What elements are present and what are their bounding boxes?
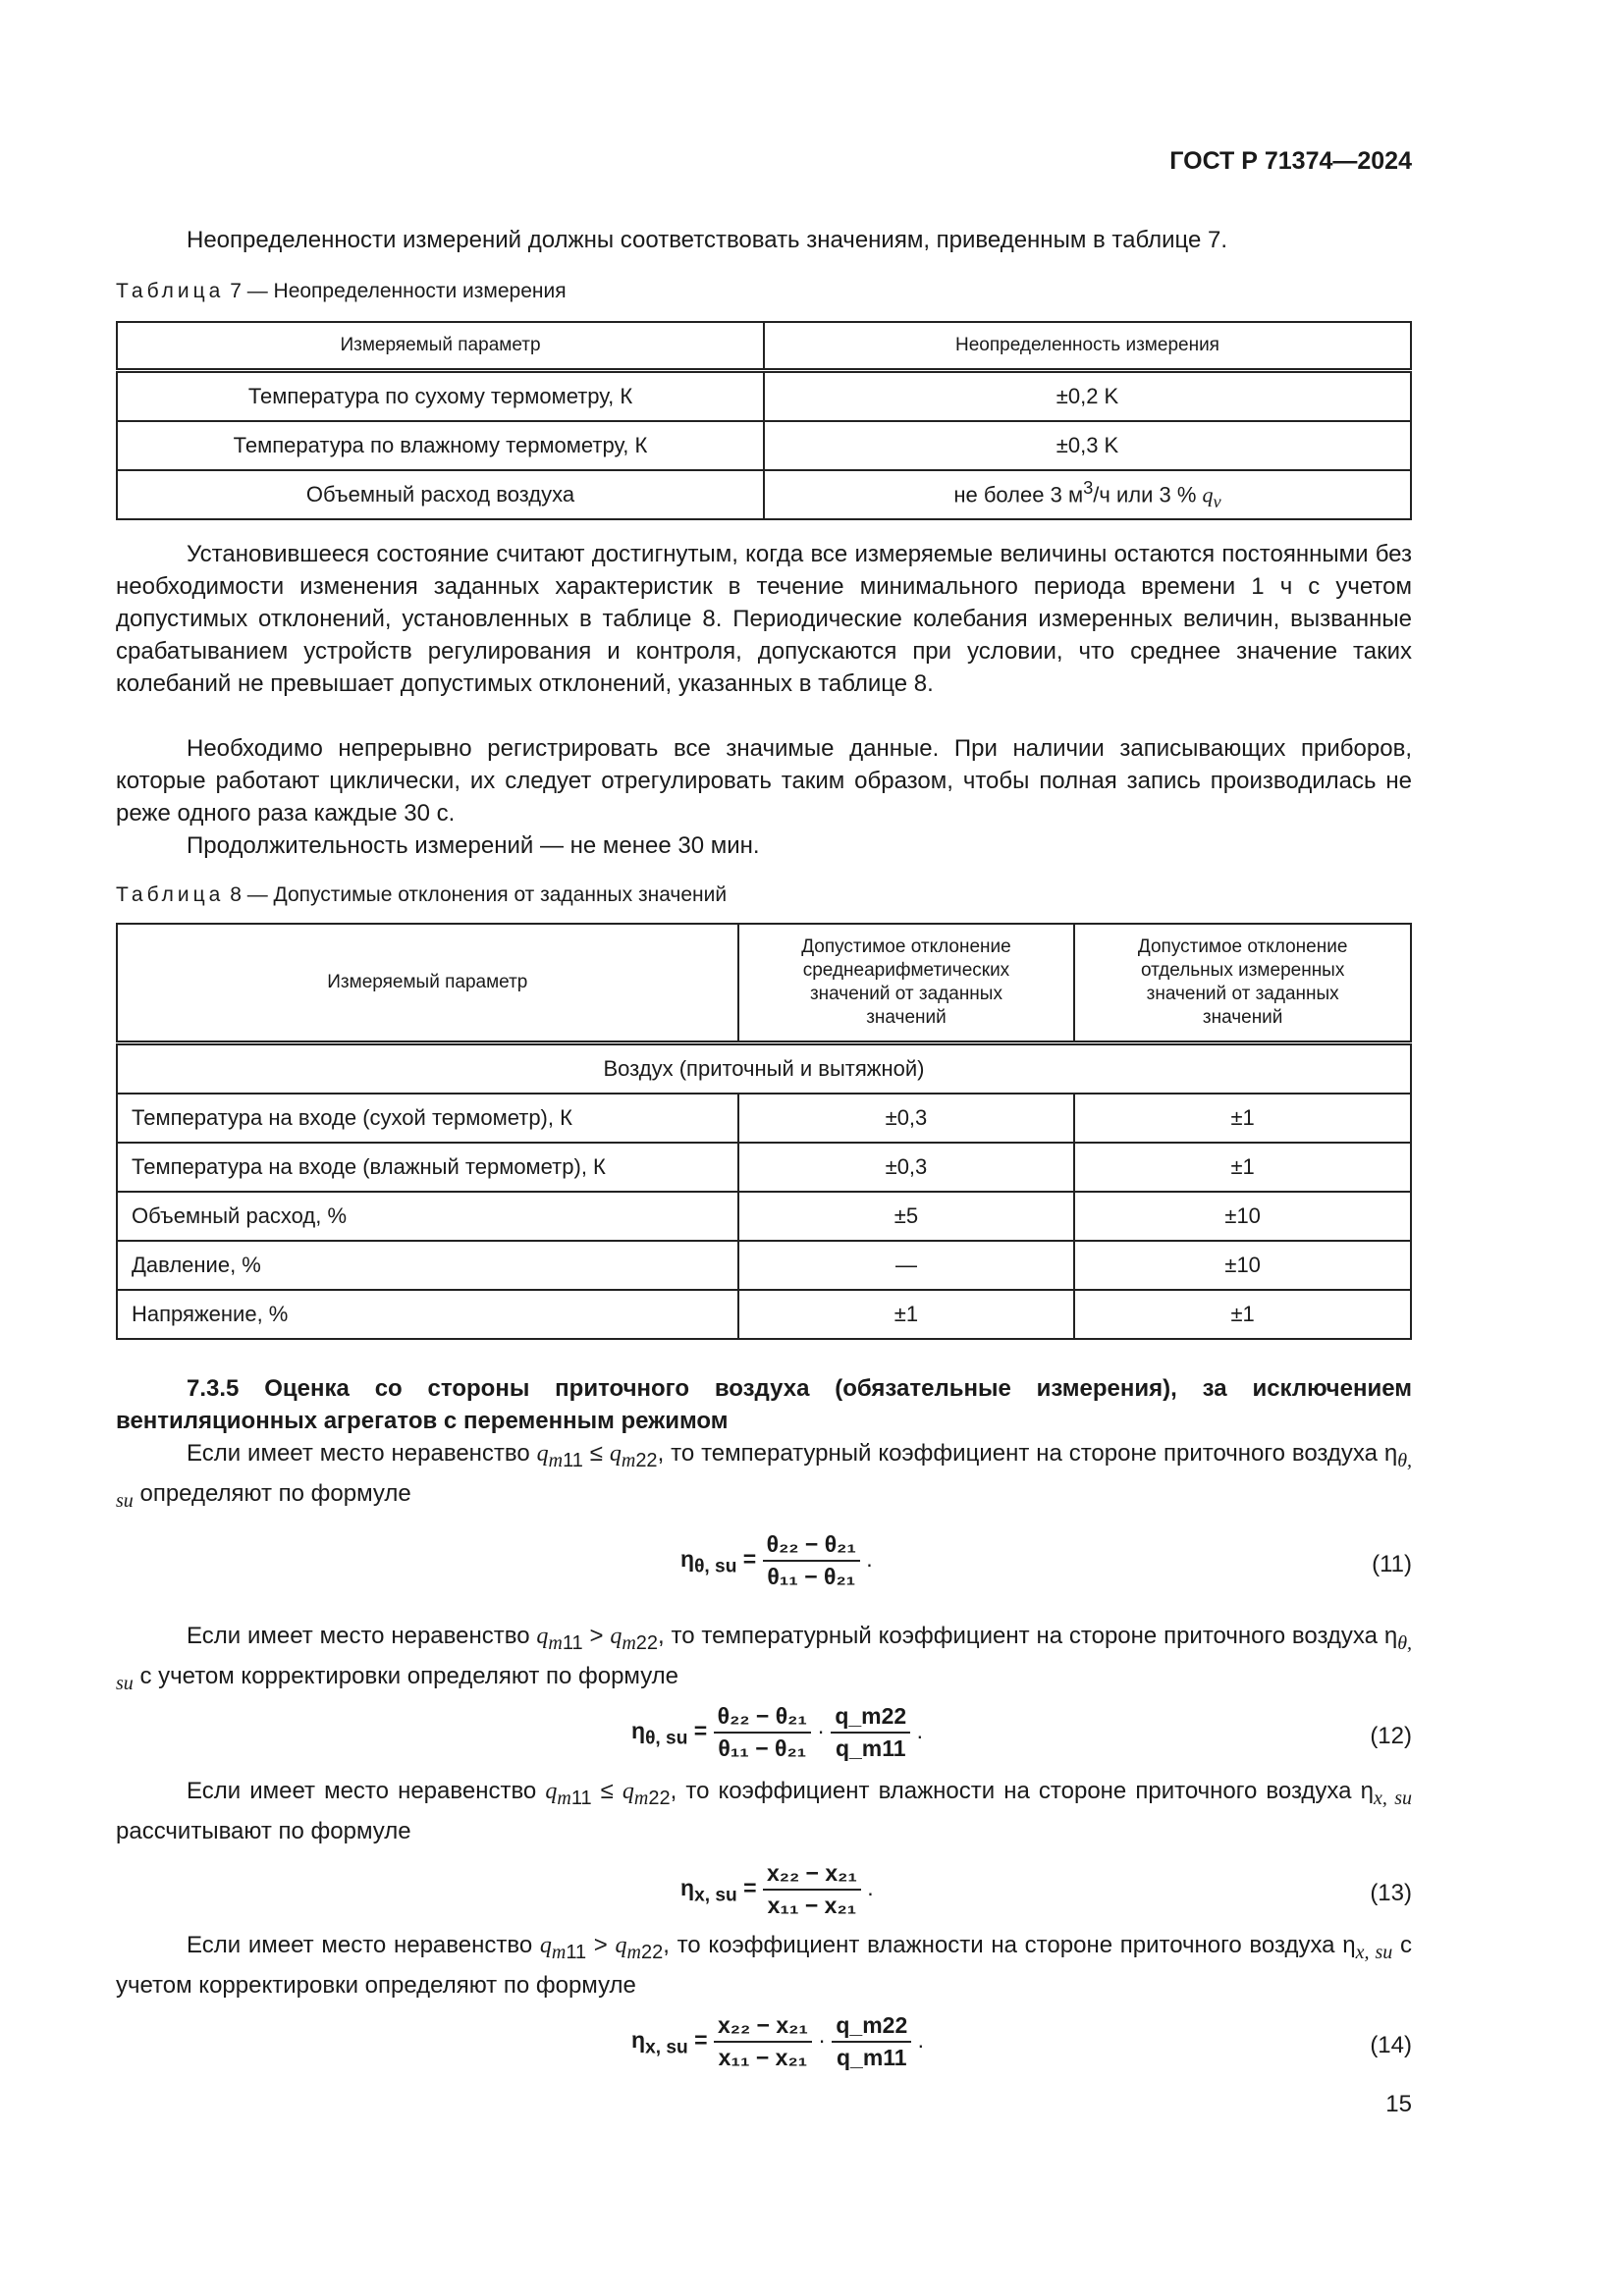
recording-paragraph: Необходимо непрерывно регистрировать все значимые данные. При наличии записывающих приборов, которые работают циклически, их следует отрегулировать таким образом, чтобы полная запись производилась не реже одного раза каждые 30 с.	[116, 735, 1412, 827]
table-row: Напряжение, % ±1 ±1	[117, 1290, 1411, 1339]
steady-state-paragraph: Установившееся состояние считают достигнутым, когда все измеряемые величины остаются постоянными без необходимости изменения заданных характеристик в течение минимального периода времени 1 ч с учетом допустимых отклонений, установленных в таблице 8. Периодические колебания измеренных величин, вызванные срабатыванием устройств регулирования и контроля, допускаются при условии, что среднее значение таких колебаний не превышает допустимых отклонений, указанных в таблице 8.	[116, 541, 1412, 697]
equation-14: $\eta_{x, su}$ = $\frac{\text{x₂₂ − x₂₁}}{\text{x₁₁ − x₂₁}}$ · $\frac{q\_m22}{q\_m11}$ . (14)	[631, 2012, 1412, 2070]
condition-paragraph: Если имеет место неравенство $q_{m11} > q_{m22}$, то температурный коэффициент на стороне приточного воздуха $\eta_{\theta, su}$ с учетом корректировки определяют по формуле	[116, 1623, 1413, 1694]
equation-11: $\eta_{\theta, su}$ = $\frac{\text{θ₂₂ − θ₂₁}}{\text{θ₁₁ − θ₂₁}}$ . (11)	[680, 1531, 1412, 1589]
table-row: Объемный расход воздуха не более 3 $м^3/ч$ или 3 % $q_v$	[117, 470, 1411, 519]
table7-header-uncertainty: Неопределенность измерения	[764, 322, 1411, 371]
table-row: Температура на входе (влажный термометр), К ±0,3 ±1	[117, 1143, 1411, 1192]
table-row: Температура по влажному термометру, К ±0,3 K	[117, 421, 1411, 470]
table7-caption: Таблица 7 — Неопределенности измерения	[116, 280, 567, 302]
duration-paragraph: Продолжительность измерений — не менее 30 мин.	[187, 832, 760, 859]
table-7	[116, 321, 1412, 520]
page-number: 15	[1385, 2091, 1412, 2117]
table-row: Температура на входе (сухой термометр), К ±0,3 ±1	[117, 1094, 1411, 1143]
table8-group-row: Воздух (приточный и вытяжной)	[117, 1043, 1411, 1095]
condition-paragraph: Если имеет место неравенство $q_{m11} \le q_{m22}$, то температурный коэффициент на стороне приточного воздуха $\eta_{\theta, su}$ определяют по формуле	[116, 1440, 1413, 1512]
table7-header-param: Измеряемый параметр	[117, 322, 764, 371]
condition-paragraph: Если имеет место неравенство $q_{m11} > q_{m22}$, то коэффициент влажности на стороне приточного воздуха $\eta_{x, su}$ с учетом корректировки определяют по формуле	[116, 1932, 1412, 1999]
equation-13: $\eta_{x, su}$ = $\frac{\text{x₂₂ − x₂₁}}{\text{x₁₁ − x₂₁}}$ . (13)	[680, 1860, 1412, 1918]
table-row: Температура по сухому термометру, К ±0,2 K	[117, 371, 1411, 422]
condition-paragraph: Если имеет место неравенство $q_{m11} \le q_{m22}$, то коэффициент влажности на стороне приточного воздуха $\eta_{x, su}$ рассчитывают по формуле	[116, 1778, 1412, 1844]
section-heading: 7.3.5 Оценка со стороны приточного воздуха (обязательные измерения), за исключением вентиляционных агрегатов с переменным режимом	[116, 1375, 1412, 1434]
intro-paragraph: Неопределенности измерений должны соответствовать значениям, приведенным в таблице 7.	[187, 227, 1228, 253]
table-row: Давление, % — ±10	[117, 1241, 1411, 1290]
table-row: Объемный расход, % ±5 ±10	[117, 1192, 1411, 1241]
table8-caption: Таблица 8 — Допустимые отклонения от заданных значений	[116, 883, 728, 906]
document-id-header: ГОСТ Р 71374—2024	[1169, 147, 1412, 175]
equation-12: $\eta_{\theta, su}$ = $\frac{\text{θ₂₂ − θ₂₁}}{\text{θ₁₁ − θ₂₁}}$ · $\frac{q\_m22}{q\_m11}$ . (12)	[631, 1703, 1412, 1761]
table-8: Измеряемый параметр Допустимое отклонение среднеарифметических значений от заданных значений Допустимое отклонение отдельных измеренных значений от заданных значений Воздух (приточный и вытяжной) Температура на входе (сухой термометр), К ±0,3 ±1 Температура на входе (влажный термометр), К ±0,3 ±1 Объемный расход, % ±5 ±10 Давление, % — ±10 Напряжение, % ±1 ±1	[116, 923, 1412, 1340]
